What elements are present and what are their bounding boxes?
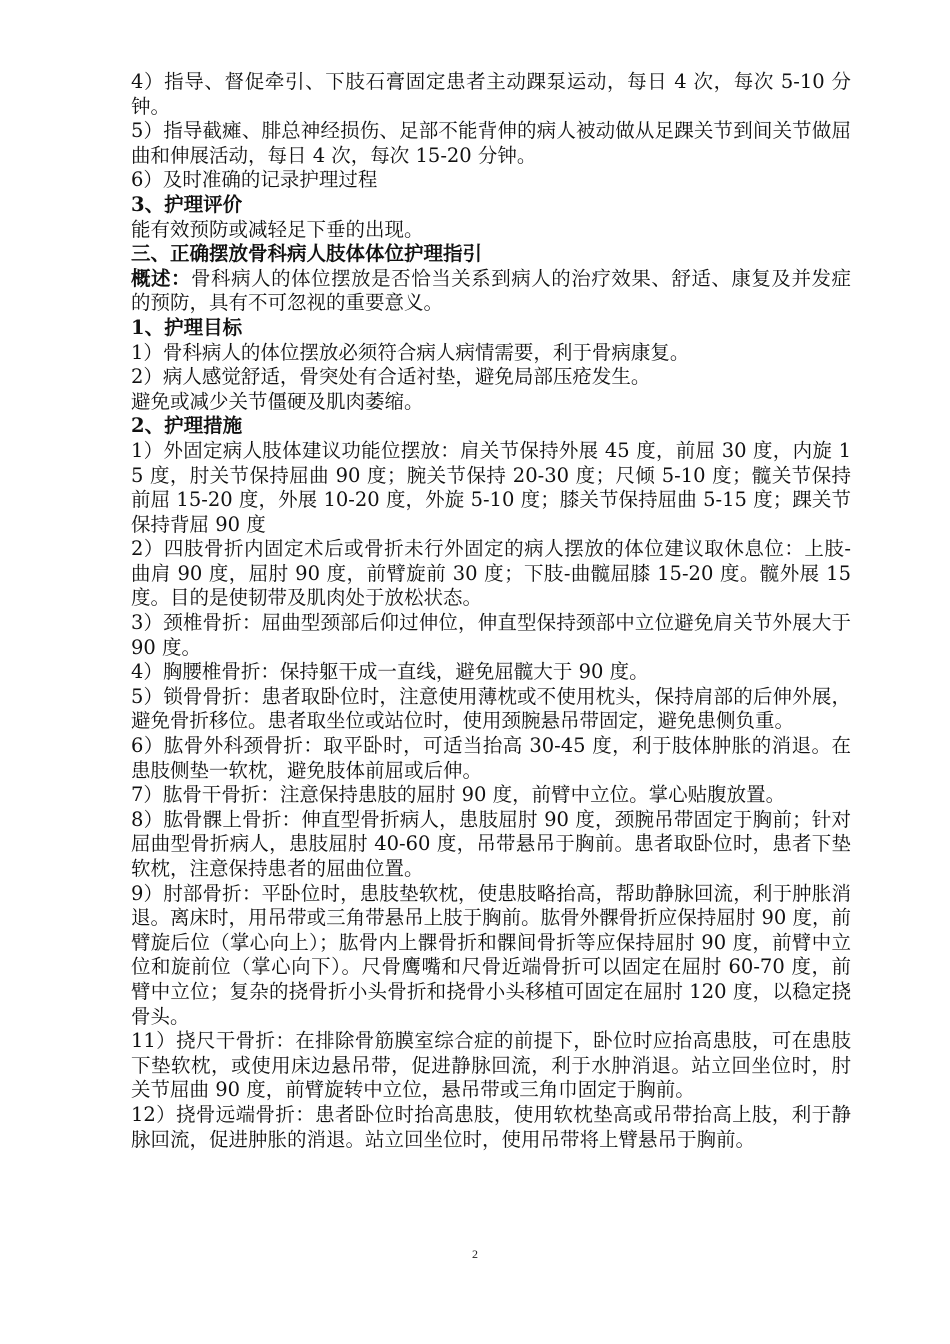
paragraph: 7）肱骨干骨折：注意保持患肢的屈肘 90 度，前臂中立位。掌心贴腹放置。 <box>131 783 786 807</box>
paragraph: 12）挠骨远端骨折：患者卧位时抬高患肢，使用软枕垫高或吊带抬高上肢，利于静脉回流，促进肿胀的消退。站立回坐位时，使用吊带将上臂悬吊于胸前。 <box>131 1102 851 1151</box>
paragraph: 避免或减少关节僵硬及肌肉萎缩。 <box>131 389 424 413</box>
section-heading: 1、护理目标 <box>131 315 243 339</box>
paragraph: 2）四肢骨折内固定术后或骨折未行外固定的病人摆放的体位建议取休息位：上肢-曲肩 90 度，屈肘 90 度，前臂旋前 30 度；下肢-曲髋屈膝 15-20 度。髋外展 15 度。目的是使韧带及肌肉处于放松状态。 <box>131 537 851 610</box>
paragraph: 3）颈椎骨折：屈曲型颈部后仰过伸位，伸直型保持颈部中立位避免肩关节外展大于 90 度。 <box>131 611 851 659</box>
page-number: 2 <box>472 1247 478 1261</box>
paragraph: 6）及时准确的记录护理过程 <box>131 168 378 192</box>
paragraph: 4）指导、督促牵引、下肢石膏固定患者主动踝泵运动，每日 4 次，每次 5-10 分钟。 <box>131 70 851 118</box>
paragraph: 5）锁骨骨折：患者取卧位时，注意使用薄枕或不使用枕头，保持肩部的后伸外展，避免骨折移位。患者取坐位或站位时，使用颈腕悬吊带固定，避免患侧负重。 <box>131 684 851 733</box>
section-heading: 三、正确摆放骨科病人肢体体位护理指引 <box>131 242 483 266</box>
paragraph: 6）肱骨外科颈骨折：取平卧时，可适当抬高 30-45 度，利于肢体肿胀的消退。在患肢侧垫一软枕，避免肢体前屈或后伸。 <box>131 734 851 782</box>
document-body <box>131 70 851 1152</box>
paragraph: 8）肱骨髁上骨折：伸直型骨折病人，患肢屈肘 90 度，颈腕吊带固定于胸前；针对屈曲型骨折病人，患肢屈肘 40-60 度，吊带悬吊于胸前。患者取卧位时，患者下垫软枕，注意保持患者的屈曲位置。 <box>131 807 851 880</box>
paragraph <box>131 267 851 316</box>
paragraph: 11）挠尺干骨折：在排除骨筋膜室综合症的前提下，卧位时应抬高患肢，可在患肢下垫软枕，或使用床边悬吊带，促进静脉回流，利于水肿消退。站立回坐位时，肘关节屈曲 90 度，前臂旋转中立位，悬吊带或三角巾固定于胸前。 <box>131 1029 851 1102</box>
paragraph-text: 骨科病人的体位摆放是否恰当关系到病人的治疗效果、舒适、康复及并发症的预防，具有不可忽视的重要意义。 <box>131 266 851 315</box>
paragraph: 4）胸腰椎骨折：保持躯干成一直线，避免屈髋大于 90 度。 <box>131 660 649 684</box>
paragraph-lead-label: 概述： <box>131 266 192 290</box>
paragraph: 5）指导截瘫、腓总神经损伤、足部不能背伸的病人被动做从足踝关节到间关节做屈曲和伸展活动，每日 4 次，每次 15-20 分钟。 <box>131 119 851 167</box>
paragraph: 能有效预防或减轻足下垂的出现。 <box>131 217 424 241</box>
paragraph: 1）外固定病人肢体建议功能位摆放：肩关节保持外展 45 度，前屈 30 度，内旋 15 度，肘关节保持屈曲 90 度；腕关节保持 20-30 度；尺倾 5-10 度；髋关节保持前屈 15-20 度，外展 10-20 度，外旋 5-10 度；膝关节保持屈曲 5-15 度；踝关节保持背屈 90 度 <box>131 438 851 536</box>
section-heading: 3、护理评价 <box>131 192 243 216</box>
paragraph: 2）病人感觉舒适，骨突处有合适衬垫，避免局部压疮发生。 <box>131 365 651 389</box>
section-heading: 2、护理措施 <box>131 414 243 438</box>
paragraph: 9）肘部骨折：平卧位时，患肢垫软枕，使患肢略抬高，帮助静脉回流，利于肿胀消退。离床时，用吊带或三角带悬吊上肢于胸前。肱骨外髁骨折应保持屈肘 90 度，前臂旋后位（掌心向上）；肱骨内上髁骨折和髁间骨折等应保持屈肘 90 度，前臂中立位和旋前位（掌心向下）。尺骨鹰嘴和尺骨近端骨折可以固定在屈肘 60-70 度，前臂中立位；复杂的挠骨折小头骨折和挠骨小头移植可固定在屈肘 120 度，以稳定挠骨头。 <box>131 881 851 1028</box>
paragraph: 1）骨科病人的体位摆放必须符合病人病情需要，利于骨病康复。 <box>131 340 690 364</box>
